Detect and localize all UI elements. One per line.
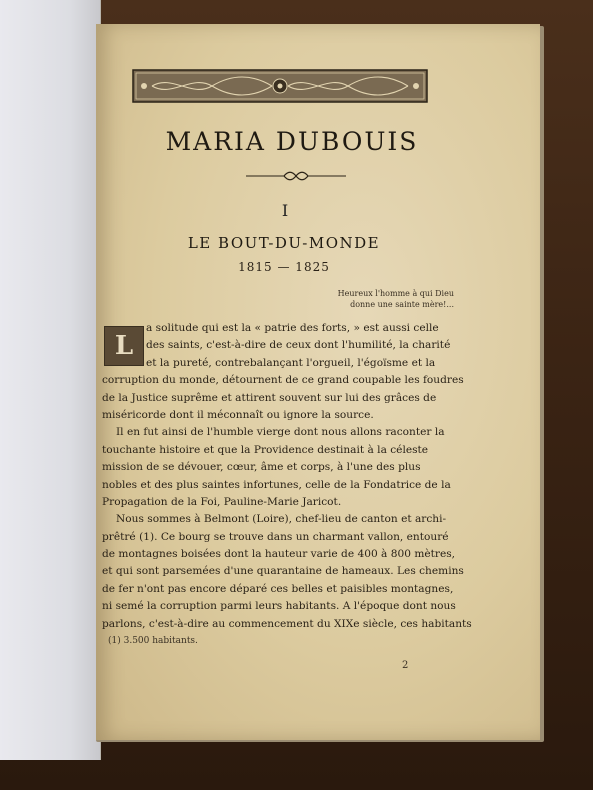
text-line: corruption du monde, détournent de ce grand coupable les foudres (102, 374, 464, 387)
text-line: parlons, c'est-à-dire au commencement du XIXe siècle, ces habitants (102, 617, 472, 630)
text-line: nobles et des plus saintes infortunes, celle de la Fondatrice de la (102, 478, 451, 491)
decorative-header-ornament (132, 69, 428, 103)
text-line: de fer n'ont pas encore déparé ces belles et paisibles montagnes, (102, 582, 454, 595)
book-page (96, 24, 540, 740)
drop-cap: L (104, 326, 144, 366)
chapter-title: LE BOUT-DU-MONDE (187, 234, 381, 252)
facing-page (0, 0, 101, 760)
book-title: MARIA DUBOUIS (165, 127, 419, 156)
text-line: des saints, c'est-à-dire de ceux dont l'humilité, la charité (146, 339, 451, 352)
chapter-dates: 1815 — 1825 (238, 260, 330, 274)
text-line: et qui sont parsemées d'une quarantaine de hameaux. Les chemins (102, 565, 464, 578)
page-number: 2 (402, 660, 409, 671)
epigraph-line: Heureux l'homme à qui Dieu (337, 289, 454, 298)
text-line: miséricorde dont il méconnaît ou ignore la source. (102, 408, 374, 421)
text-line: et la pureté, contrebalançant l'orgueil, l'égoïsme et la (146, 356, 436, 369)
text-line: ni semé la corruption parmi leurs habitants. A l'époque dont nous (102, 600, 456, 613)
footnote: (1) 3.500 habitants. (108, 636, 198, 646)
text-line: Propagation de la Foi, Pauline-Marie Jaricot. (102, 495, 342, 508)
epigraph (314, 288, 454, 310)
text-line: touchante histoire et que la Providence destinait à la céleste (102, 443, 429, 456)
epigraph-line: donne une sainte mère!... (350, 300, 454, 309)
chapter-number: I (281, 201, 289, 220)
text-line: de montagnes boisées dont la hauteur varie de 400 à 800 mètres, (102, 548, 456, 561)
text-line: a solitude qui est la « patrie des forts, » est aussi celle (146, 322, 439, 334)
text-line: mission de se dévouer, cœur, âme et corps, à l'une des plus (102, 461, 421, 474)
text-line: de la Justice suprême et attirent souvent sur lui des grâces de (102, 391, 437, 404)
text-line: Nous sommes à Belmont (Loire), chef-lieu de canton et archi- (116, 513, 447, 526)
text-line: prêtré (1). Ce bourg se trouve dans un charmant vallon, entouré (102, 530, 449, 543)
body-text (102, 320, 472, 633)
title-flourish (246, 170, 346, 182)
text-line: Il en fut ainsi de l'humble vierge dont nous allons raconter la (116, 426, 445, 439)
